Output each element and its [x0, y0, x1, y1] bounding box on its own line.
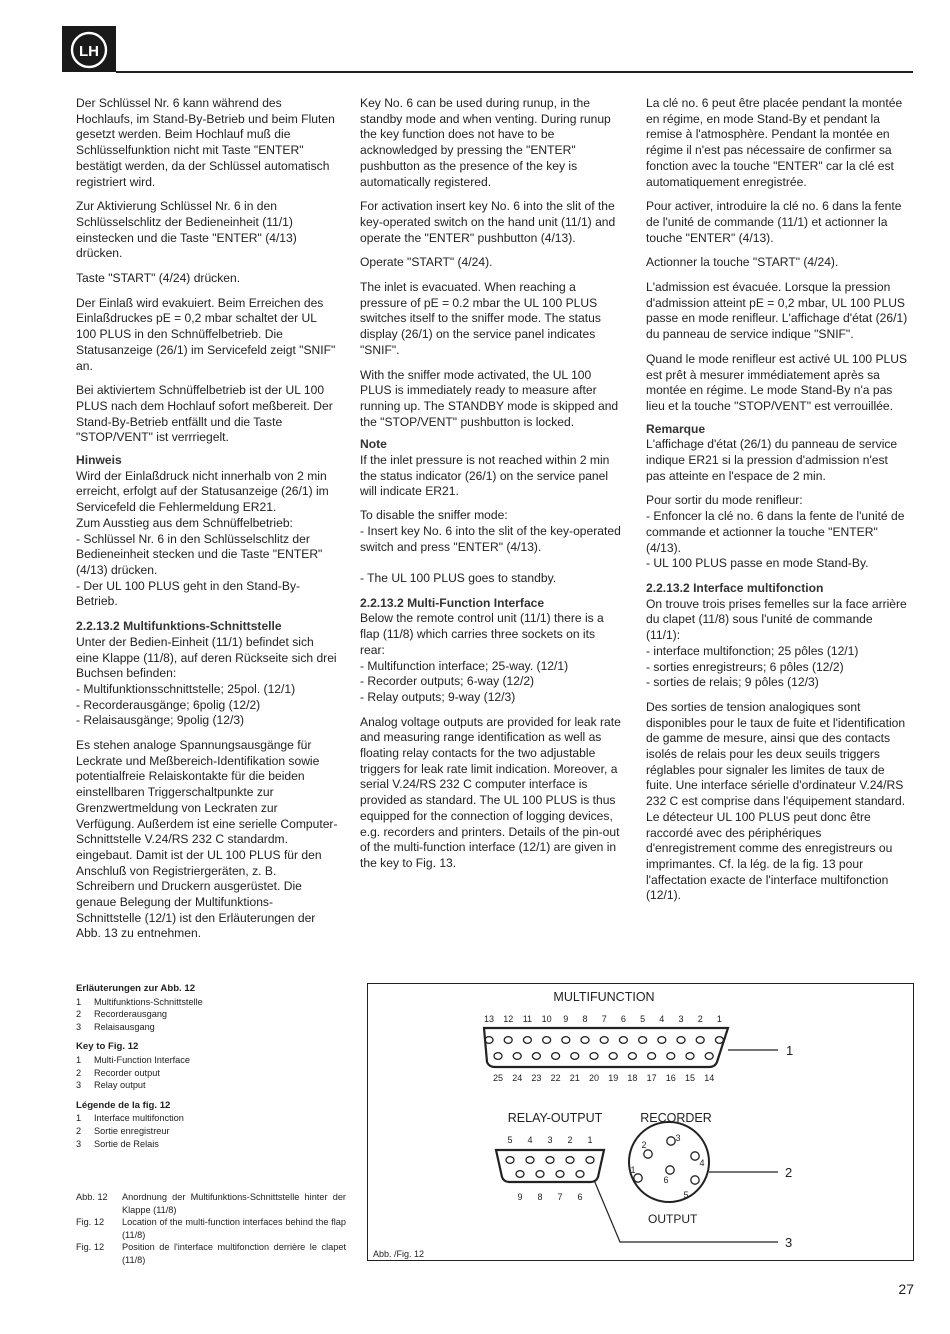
pin-label: 6 — [577, 1192, 583, 1202]
legend-item: 1 Interface multifonction — [76, 1113, 184, 1124]
paragraph: Operate "START" (4/24). — [360, 255, 493, 270]
column-english — [360, 96, 622, 872]
pin — [586, 1157, 594, 1164]
pin-label: 9 — [517, 1192, 523, 1202]
pin-label: 2 — [567, 1135, 573, 1145]
pin-label: 1 — [587, 1135, 593, 1145]
legend-item: 3 Sortie de Relais — [76, 1138, 159, 1149]
lh-logo — [62, 26, 116, 72]
paragraph: Pour activer, introduire la clé no. 6 dans la fente de l'unité de commande (11/1) et actionner la touche "ENTER" (4/13). — [646, 199, 902, 245]
paragraph: The inlet is evacuated. When reaching a pressure of pE = 0.2 mbar the UL 100 PLUS switches itself to the sniffer mode. The status display (26/1) on the service panel indicates "SNIF". — [360, 280, 601, 357]
pin-label: 12 — [503, 1014, 514, 1024]
pin — [639, 1037, 647, 1044]
pin-label: 1 — [716, 1014, 722, 1024]
legend-item: 3 Relaisausgang — [76, 1021, 155, 1032]
legend-item: 2 Recorder output — [76, 1067, 160, 1078]
legend-item: 1 Multifunktions-Schnittstelle — [76, 996, 203, 1007]
recorder-title: RECORDER — [640, 1111, 712, 1125]
output-label: OUTPUT — [648, 1212, 698, 1226]
section-heading: 2.2.13.2 Interface multifonction — [646, 580, 824, 595]
paragraph: Zur Aktivierung Schlüssel Nr. 6 in den Schlüsselschlitz der Bedieneinheit (11/1) einstecken und die Taste "ENTER" (4/13) drücken. — [76, 199, 297, 261]
paragraph: Key No. 6 can be used during runup, in the standby mode and when venting. During runup the key function does not have to be acknowledged by pressing the "ENTER" pushbutton as the presence of the key is automatically registered. — [360, 96, 611, 189]
pin-label: 3 — [675, 1133, 681, 1143]
pin — [691, 1176, 699, 1184]
pin-label: 7 — [601, 1014, 607, 1024]
legend-item: 2 Sortie enregistreur — [76, 1125, 170, 1136]
pin — [705, 1053, 713, 1060]
pin — [485, 1037, 493, 1044]
paragraph: Der Schlüssel Nr. 6 kann während des Hochlaufs, im Stand-By-Betrieb und beim Fluten gesetzt werden. Beim Hochlauf muß die Schlüsselfunktion nicht mit Taste "ENTER" bestätigt werden, da der Schlüssel automatisch registriert wird. — [76, 96, 335, 189]
pin — [686, 1053, 694, 1060]
paragraph: Quand le mode renifleur est activé UL 100 PLUS est prêt à mesurer immédiatement après sa montée en régime. Le mode Stand-By n'a pas lieu et la touche "STOP/VENT" est verrouillée. — [646, 351, 908, 413]
pin — [543, 1037, 551, 1044]
paragraph: Analog voltage outputs are provided for leak rate and measuring range identification as well as floating relay contacts for the two adjustable triggers for leak rate limit indication. Moreover, a serial V.24/RS 232 C computer interface is provided as standard. The UL 100 PLUS is thus equipped for the connection of logging devices, e.g. recorders and printers. Details of the pin-out of the multi-function interface (12/1) are given in the key to Fig. 13. — [360, 714, 621, 870]
callout-2: 2 — [785, 1165, 793, 1180]
pin — [506, 1157, 514, 1164]
pin — [536, 1171, 544, 1178]
legend-title-en: Key to Fig. 12 — [76, 1041, 139, 1053]
pin-label: 9 — [563, 1014, 569, 1024]
pin — [600, 1037, 608, 1044]
pin-label: 22 — [550, 1073, 561, 1083]
pin — [667, 1137, 675, 1145]
pin-label: 5 — [507, 1135, 513, 1145]
pin — [552, 1053, 560, 1060]
pin-label: 13 — [483, 1014, 495, 1024]
recorder-connector-shell — [629, 1122, 709, 1202]
pin — [667, 1053, 675, 1060]
pin-label: 20 — [588, 1073, 600, 1083]
pin-label: 6 — [663, 1175, 669, 1185]
pin-label: 4 — [699, 1158, 705, 1168]
pin — [609, 1053, 617, 1060]
pin — [532, 1053, 540, 1060]
pin-label: 10 — [541, 1014, 552, 1024]
pin-label: 16 — [665, 1073, 676, 1083]
figure-captions — [76, 1191, 346, 1267]
pin — [562, 1037, 570, 1044]
paragraph: To disable the sniffer mode: - Insert key No. 6 into the slit of the key-operated switch and press "ENTER" (4/13). - The UL 100 PLUS goes to standby. — [360, 508, 621, 585]
pin-label: 14 — [704, 1073, 715, 1083]
callout-3: 3 — [785, 1235, 793, 1250]
pin — [556, 1171, 564, 1178]
pin-label: 23 — [531, 1073, 542, 1083]
pin-label: 4 — [527, 1135, 533, 1145]
pin — [516, 1171, 524, 1178]
pin — [644, 1150, 652, 1158]
paragraph: L'affichage d'état (26/1) du panneau de service indique ER21 si la pression d'admission n'est pas atteinte en l'espace de 2 min. — [646, 437, 898, 483]
paragraph: Des sorties de tension analogiques sont disponibles pour le taux de fuite et l'identification de gamme de mesure, ainsi que des contacts isolés de relais pour les deux seuils triggers réglables pour signaler les limites de taux de fuite. Une interface sérielle d'ordinateur V.24/RS 232 C est comprise dans l'équipement standard. Le détecteur UL 100 PLUS peut donc être raccordé avec des périphériques d'enregistrement comme des enregistreurs ou imprimantes. Cf. la lég. de la fig. 13 pour l'affectation exacte de l'interface multifonction (12/1). — [646, 699, 906, 903]
section-heading: 2.2.13.2 Multi-Function Interface — [360, 595, 545, 610]
paragraph: Unter der Bedien-Einheit (11/1) befindet sich eine Klappe (11/8), auf deren Rückseite sich drei Buchsen befinden: - Multifunktionsschnittstelle; 25pol. (12/1) - Recorderausgänge; 6polig (12/2) - Relaisausgänge; 9polig (12/3) — [76, 634, 337, 728]
pin-label: 3 — [678, 1014, 684, 1024]
pin — [504, 1037, 512, 1044]
pin-label: 6 — [620, 1014, 626, 1024]
callout-1: 1 — [786, 1043, 794, 1058]
paragraph: L'admission est évacuée. Lorsque la pression d'admission atteint pE = 0,2 mbar, UL 100 PLUS passe en mode renifleur. L'affichage d'état (26/1) du panneau de service indique "SNIF". — [646, 280, 908, 342]
paragraph: Zum Ausstieg aus dem Schnüffelbetrieb: - Schlüssel Nr. 6 in den Schlüsselschlitz der Bedieneinheit stecken und die Taste "ENTER" (4/13) drücken. - Der UL 100 PLUS geht in den Stand-By-Betrieb. — [76, 515, 323, 609]
paragraph: La clé no. 6 peut être placée pendant la montée en régime, en mode Stand-By et pendant la remise à l'atmosphère. Pendant la montée en régime il n'est pas nécessaire de confirmer sa fonction avec la touche "ENTER" car la clé est automatiquement enregistrée. — [646, 96, 903, 189]
pin — [526, 1157, 534, 1164]
paragraph: Der Einlaß wird evakuiert. Beim Erreichen des Einlaßdruckes pE = 0,2 mbar schaltet der UL 100 PLUS in den Schnüffelbetrieb. Die Statusanzeige (26/1) im Servicefeld zeigt "SNIF" an. — [76, 295, 336, 373]
column-german — [76, 96, 338, 942]
paragraph: On trouve trois prises femelles sur la face arrière du clapet (11/8) sous l'unité de commande (11/1): - interface multifonction; 25 pôles (12/1) - sorties enregistreurs; 6 pôles (12/2) - sorties de relais; 9 pôles (12/3) — [646, 596, 907, 690]
pin — [634, 1174, 642, 1182]
page-number: 27 — [898, 1281, 914, 1297]
pin — [715, 1037, 723, 1044]
paragraph: Taste "START" (4/24) drücken. — [76, 271, 241, 286]
pin-label: 1 — [630, 1165, 636, 1175]
pin — [628, 1053, 636, 1060]
pin — [666, 1166, 674, 1174]
pin — [677, 1037, 685, 1044]
pin-label: 3 — [547, 1135, 553, 1145]
caption-de: Abb. 12 Anordnung der Multifunktions-Schnittstelle hinter der Klappe (11/8) — [76, 1192, 346, 1215]
pin-label: 8 — [582, 1014, 588, 1024]
pin — [546, 1157, 554, 1164]
pin-label: 2 — [697, 1014, 703, 1024]
legend-item: 2 Recorderausgang — [76, 1009, 168, 1020]
pin — [696, 1037, 704, 1044]
paragraph: For activation insert key No. 6 into the slit of the key-operated switch on the hand unit (11/1) and operate the "ENTER" pushbutton (4/13). — [360, 199, 616, 245]
pin — [658, 1037, 666, 1044]
connector-diagram — [368, 984, 915, 1262]
paragraph: Es stehen analoge Spannungsausgänge für Leckrate und Meßbereich-Identifikation sowie potentialfreie Relaiskontakte für die beiden einstellbaren Triggerschaltpunkte zur Grenzwertmeldung von Leckraten zur Verfügung. Außerdem ist eine serielle Computer-Schnittstelle V.24/RS 232 C standardm. eingebaut. Damit ist der UL 100 PLUS für den Anschluß von Registriergeräten, z. B. Schreibern und Druckern ausgerüstet. Die genaue Belegung der Multifunktions-Schnittstelle (12/1) ist den Erläuterungen der Abb. 13 zu entnehmen. — [76, 738, 338, 941]
note-heading: Remarque — [646, 421, 706, 436]
connector-figure — [367, 983, 914, 1261]
multifunction-title: MULTIFUNCTION — [553, 990, 655, 1004]
header-rule — [116, 71, 913, 73]
pin-label: 5 — [640, 1014, 646, 1024]
paragraph: Bei aktiviertem Schnüffelbetrieb ist der UL 100 PLUS nach dem Hochlauf sofort meßbereit. Der Stand-By-Betrieb entfällt und die Taste "STOP/VENT" ist verrriegelt. — [76, 383, 333, 445]
paragraph: Wird der Einlaßdruck nicht innerhalb von 2 min erreicht, erfolgt auf der Statusanzeige (26/1) im Servicefeld die Fehlermeldung ER21. — [76, 468, 329, 515]
paragraph: If the inlet pressure is not reached within 2 min the status indicator (26/1) on the service panel will indicate ER21. — [360, 453, 610, 499]
legend-title-de: Erläuterungen zur Abb. 12 — [76, 983, 196, 994]
paragraph: Below the remote control unit (11/1) there is a flap (11/8) which carries three sockets on its rear: - Multifunction interface; 25-way. (12/1) - Recorder outputs; 6-way (12/2) - Relay outputs; 9-way (12/3) — [360, 611, 604, 704]
paragraph: Actionner la touche "START" (4/24). — [646, 255, 839, 270]
figure-legend — [76, 983, 346, 1150]
pin-label: 2 — [641, 1140, 647, 1150]
svg-text:LH: LH — [79, 43, 99, 60]
pin — [590, 1053, 598, 1060]
pin — [648, 1053, 656, 1060]
paragraph: With the sniffer mode activated, the UL 100 PLUS is immediately ready to measure after running up. The STANDBY mode is skipped and the "STOP/VENT" pushbutton is locked. — [360, 367, 619, 429]
pin-label: 18 — [627, 1073, 638, 1083]
note-heading: Note — [360, 437, 387, 452]
note-heading: Hinweis — [76, 453, 122, 468]
pin-label: 5 — [683, 1190, 689, 1200]
pin — [581, 1037, 589, 1044]
pin-label: 15 — [684, 1073, 696, 1083]
relay-output-title: RELAY-OUTPUT — [507, 1111, 603, 1125]
relay-connector-shell — [496, 1150, 604, 1182]
multifunction-connector-shell — [484, 1028, 728, 1067]
pin-label: 4 — [659, 1014, 665, 1024]
pin-label: 21 — [569, 1073, 580, 1083]
pin — [571, 1053, 579, 1060]
pin-label: 11 — [522, 1014, 533, 1024]
pin-label: 7 — [557, 1192, 563, 1202]
legend-title-fr: Légende de la fig. 12 — [76, 1099, 171, 1111]
pin — [494, 1053, 502, 1060]
section-heading: 2.2.13.2 Multifunktions-Schnittstelle — [76, 619, 282, 634]
pin — [619, 1037, 627, 1044]
pin-label: 25 — [492, 1073, 504, 1083]
figure-label: Abb. /Fig. 12 — [373, 1249, 425, 1259]
pin — [691, 1152, 699, 1160]
column-french — [646, 96, 908, 904]
paragraph: Pour sortir du mode renifleur: - Enfoncer la clé no. 6 dans la fente de l'unité de commande et actionner la touche "ENTER" (4/13). - UL 100 PLUS passe en mode Stand-By. — [646, 493, 905, 571]
pin — [566, 1157, 574, 1164]
pin-label: 8 — [537, 1192, 543, 1202]
legend-item: 1 Multi-Function Interface — [76, 1054, 190, 1065]
pin-label: 19 — [608, 1073, 619, 1083]
pin — [523, 1037, 531, 1044]
caption-en: Fig. 12 Location of the multi-function interfaces behind the flap (11/8) — [76, 1217, 346, 1240]
legend-item: 3 Relay output — [76, 1080, 146, 1091]
pin — [576, 1171, 584, 1178]
caption-fr: Fig. 12 Position de l'interface multifonction derrière le clapet (11/8) — [76, 1242, 346, 1265]
pin-label: 24 — [512, 1073, 523, 1083]
pin — [513, 1053, 521, 1060]
pin-label: 17 — [646, 1073, 657, 1083]
